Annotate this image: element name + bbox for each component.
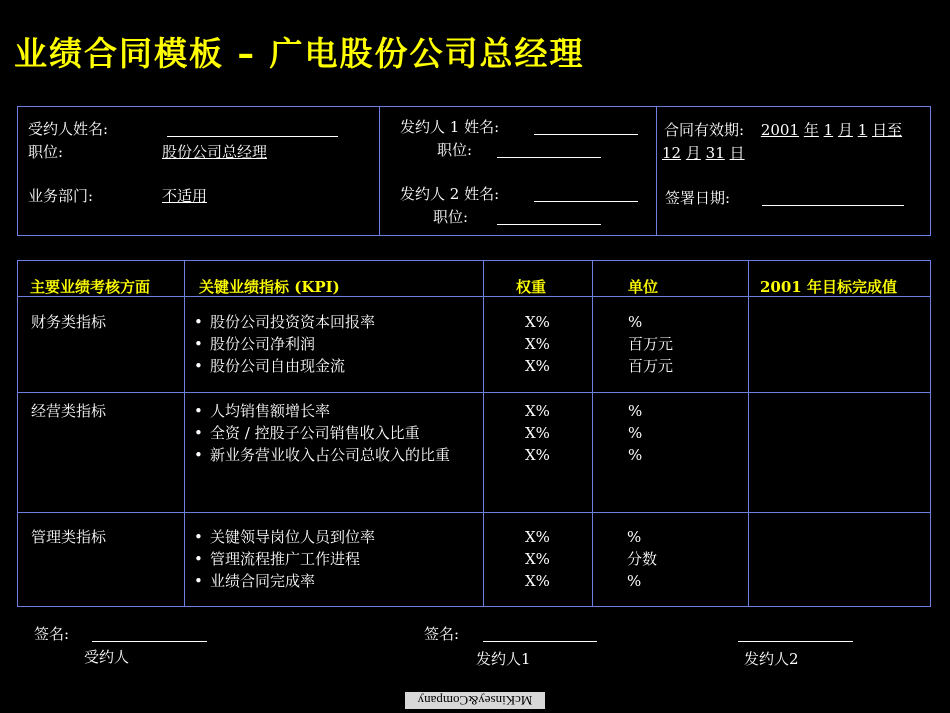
issuer1-name-field[interactable]	[534, 120, 638, 135]
unit-cell: %	[628, 446, 643, 464]
unit-cell: %	[627, 572, 642, 590]
sign-label-issuer1: 签名:	[424, 625, 460, 643]
position-label: 职位:	[28, 143, 64, 161]
issuer1-position-label: 职位:	[437, 141, 473, 159]
category-operational: 经营类指标	[31, 402, 107, 420]
weight-cell: X%	[525, 357, 550, 375]
valid-period-line1	[664, 119, 902, 141]
list-item: • 股份公司投资资本回报率	[194, 311, 479, 333]
list-item: • 人均销售额增长率	[194, 400, 479, 422]
yue-text: 月	[837, 121, 853, 139]
issuer1-caption: 发约人1	[476, 650, 531, 668]
valid-month-end: 12	[662, 144, 682, 162]
list-item: • 关键领导岗位人员到位率	[194, 526, 479, 548]
list-item: • 业绩合同完成率	[194, 570, 479, 592]
units-operational	[628, 400, 642, 466]
receiver-name-label: 受约人姓名:	[28, 120, 109, 138]
issuer1-signature-line[interactable]	[483, 627, 597, 642]
list-item: • 股份公司净利润	[194, 333, 479, 355]
unit-cell: %	[628, 424, 643, 442]
dept-value: 不适用	[162, 187, 208, 205]
category-financial: 财务类指标	[31, 313, 107, 331]
kpi-list-financial	[194, 311, 479, 377]
list-item: • 管理流程推广工作进程	[194, 548, 479, 570]
header-unit: 单位	[628, 278, 659, 296]
unit-cell: %	[627, 528, 642, 546]
issuer2-name-label: 发约人 2 姓名:	[400, 185, 500, 203]
issuer2-name-field[interactable]	[534, 187, 638, 202]
table-row-line-3	[17, 512, 931, 513]
header-target: 2001 年目标完成值	[760, 278, 897, 296]
weights-financial	[525, 311, 550, 377]
category-management: 管理类指标	[31, 528, 107, 546]
weight-cell: X%	[525, 572, 550, 590]
unit-cell: 百万元	[628, 357, 674, 375]
issuer1-position-field[interactable]	[497, 143, 601, 158]
weight-cell: X%	[525, 446, 550, 464]
company-logo: McKinsey&Company	[405, 692, 545, 709]
unit-cell: 百万元	[628, 335, 674, 353]
unit-cell: %	[628, 402, 643, 420]
kpi-list-management	[194, 526, 479, 592]
weight-cell: X%	[525, 424, 550, 442]
weight-cell: X%	[525, 528, 550, 546]
valid-year: 2001	[760, 121, 800, 139]
header-weight: 权重	[516, 278, 547, 296]
weights-operational	[525, 400, 550, 466]
table-col-line-3	[592, 260, 593, 607]
header-category: 主要业绩考核方面	[30, 278, 151, 296]
unit-cell: %	[628, 313, 643, 331]
info-divider-1	[379, 106, 380, 236]
weight-cell: X%	[525, 335, 550, 353]
table-col-line-2	[483, 260, 484, 607]
list-item: • 新业务营业收入占公司总收入的比重	[194, 444, 479, 466]
ri-zhi-text: 日至	[872, 121, 903, 139]
position-value: 股份公司总经理	[162, 143, 268, 161]
nian-text: 年	[803, 121, 819, 139]
valid-day-end: 31	[705, 144, 725, 162]
kpi-list-operational	[194, 400, 479, 466]
weight-cell: X%	[525, 402, 550, 420]
sign-date-label: 签署日期:	[665, 189, 731, 207]
receiver-signature-line[interactable]	[92, 627, 207, 642]
ri-text: 日	[729, 144, 745, 162]
info-divider-2	[656, 106, 657, 236]
table-col-line-4	[748, 260, 749, 607]
valid-day-start: 1	[857, 121, 868, 139]
valid-month-start: 1	[823, 121, 834, 139]
issuer2-position-label: 职位:	[433, 208, 469, 226]
receiver-name-field[interactable]	[167, 122, 338, 137]
sign-date-field[interactable]	[762, 191, 904, 206]
table-col-line-1	[184, 260, 185, 607]
receiver-caption: 受约人	[84, 648, 130, 666]
issuer2-position-field[interactable]	[497, 210, 601, 225]
weight-cell: X%	[525, 550, 550, 568]
units-management	[627, 526, 657, 592]
issuer2-caption: 发约人2	[744, 650, 799, 668]
weights-management	[525, 526, 550, 592]
yue-text-2: 月	[685, 144, 701, 162]
dept-label: 业务部门:	[28, 187, 94, 205]
issuer2-signature-line[interactable]	[738, 627, 853, 642]
valid-period-line2	[662, 142, 745, 164]
list-item: • 全资 / 控股子公司销售收入比重	[194, 422, 479, 444]
table-row-line-2	[17, 392, 931, 393]
page-title: 业绩合同模板 – 广电股份公司总经理	[14, 34, 585, 73]
weight-cell: X%	[525, 313, 550, 331]
header-kpi: 关键业绩指标 (KPI)	[199, 278, 340, 296]
units-financial	[628, 311, 673, 377]
list-item: • 股份公司自由现金流	[194, 355, 479, 377]
issuer1-name-label: 发约人 1 姓名:	[400, 118, 500, 136]
sign-label-receiver: 签名:	[34, 625, 70, 643]
unit-cell: 分数	[627, 550, 658, 568]
valid-label: 合同有效期:	[664, 121, 745, 139]
